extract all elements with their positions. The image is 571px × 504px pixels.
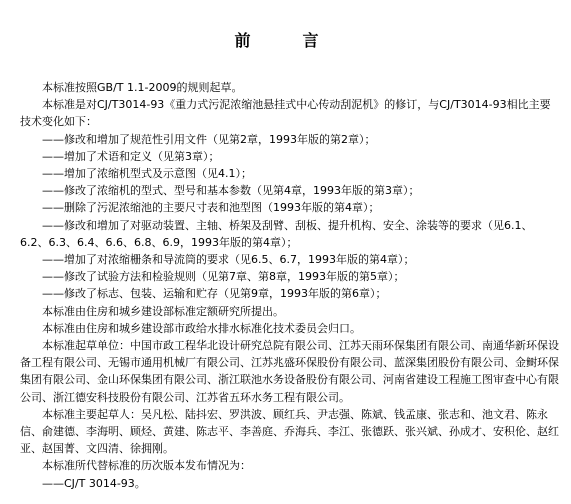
change-item: ——修改和增加了对驱动装置、主轴、桥架及刮臂、刮板、提升机构、安全、涂装等的要求（见6.1、6.2、6.3、6.4、6.6、6.8、6.9，1993年版的第4章）； <box>20 218 533 249</box>
page-title: 前 言 <box>234 31 337 50</box>
change-item: ——修改了标志、包装、运输和贮存（见第9章，1993年版的第6章）； <box>42 287 387 301</box>
paragraph-drafting-rule: 本标准按照GB/T 1.1-2009的规则起草。 <box>42 81 243 94</box>
paragraph-drafting-units: 本标准起草单位：中国市政工程华北设计研究总院有限公司、江苏天雨环保集团有限公司、南通华新环保设备工程有限公司、无锡市通用机械厂有限公司、江苏兆盛环保股份有限公司、蓝深集团股份有限公司、金鲥环保集团有限公司、金山环保集团有限公司、浙江联池水务设备股份有限公司、河南省建设工程施工图审查中心有限公司、浙江德安科技股份有限公司、江苏省五环水务工程有限公司。 <box>20 339 559 404</box>
paragraph-history: 本标准所代替标准的历次版本发布情况为： <box>42 459 251 473</box>
change-item: ——修改和增加了规范性引用文件（见第2章，1993年版的第2章）； <box>42 132 376 146</box>
document-body <box>20 79 559 492</box>
change-item: ——修改了浓缩机的型式、型号和基本参数（见第4章，1993年版的第3章）； <box>42 184 420 198</box>
change-item: ——增加了浓缩机型式及示意图（见4.1）； <box>42 167 252 181</box>
paragraph-revision-summary: 本标准是对CJ/T3014-93《重力式污泥浓缩池悬挂式中心传动刮泥机》的修订，与CJ/T3014-93相比主要技术变化如下： <box>20 98 551 129</box>
change-item: ——修改了试验方法和检验规则（见第7章、第8章，1993年版的第5章）； <box>42 270 405 284</box>
change-item: ——删除了污泥浓缩池的主要尺寸表和池型图（1993年版的第4章）； <box>42 201 380 215</box>
change-item: ——增加了术语和定义（见第3章）； <box>42 149 220 163</box>
paragraph-drafters: 本标准主要起草人：吴凡松、陆抖宏、罗洪波、顾红兵、尹志强、陈斌、钱孟康、张志和、池文君、陈永信、俞建德、李海明、顾烃、黄建、陈志平、李善庭、乔海兵、李江、张德跃、张兴斌、孙成才、安积伦、赵红亚、赵国菁、文四清、徐拥刚。 <box>20 407 559 456</box>
paragraph-proposer: 本标准由住房和城乡建设部标准定额研究所提出。 <box>42 304 284 318</box>
history-item: ——CJ/T 3014-93。 <box>42 476 146 490</box>
change-item: ——增加了对浓缩栅条和导流筒的要求（见6.5、6.7，1993年版的第4章）； <box>42 253 415 267</box>
paragraph-committee: 本标准由住房和城乡建设部市政给水排水标准化技术委员会归口。 <box>42 321 361 335</box>
